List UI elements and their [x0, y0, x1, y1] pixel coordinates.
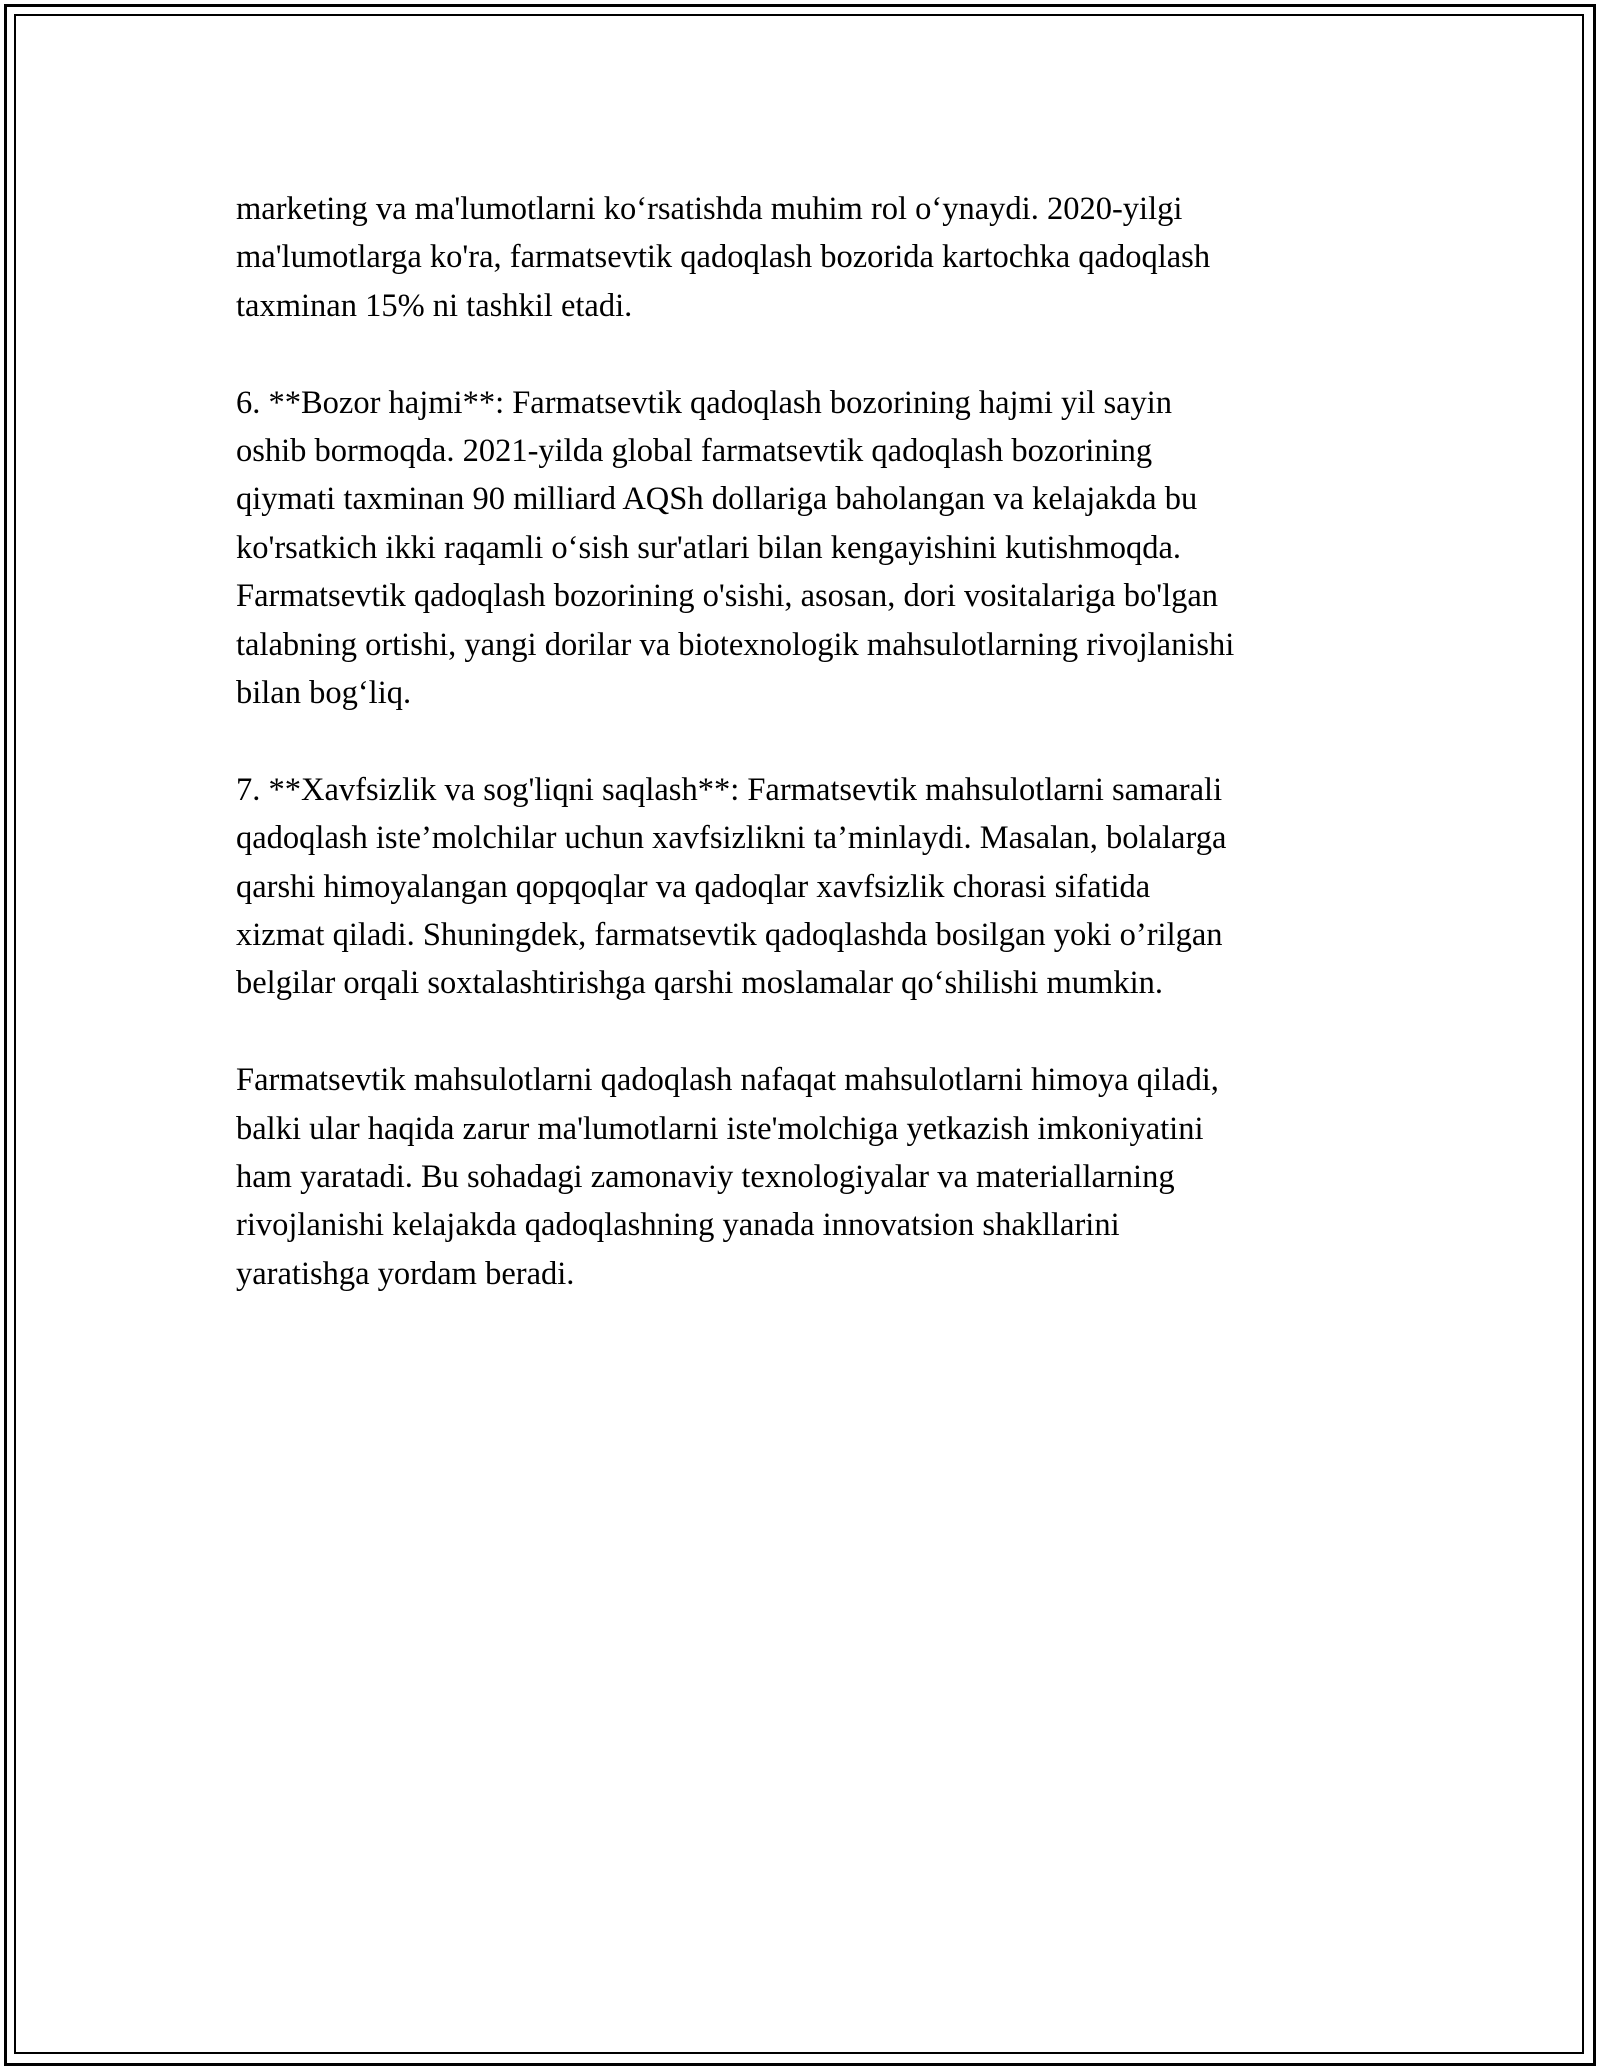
paragraph-market-size [236, 379, 1376, 718]
text-line: Farmatsevtik qadoqlash bozorining o'sishi, asosan, dori vositalariga bo'lgan [236, 578, 1219, 615]
paragraph-packaging-role [236, 185, 1376, 330]
text-line: balki ular haqida zarur ma'lumotlarni iste'molchiga yetkazish imkoniyatini [236, 1110, 1204, 1147]
text-line: Farmatsevtik mahsulotlarni qadoqlash nafaqat mahsulotlarni himoya qiladi, [236, 1062, 1219, 1099]
document-body [236, 185, 1376, 1347]
text-line: qarshi himoyalangan qopqoqlar va qadoqlar xavfsizlik chorasi sifatida [236, 868, 1151, 905]
text-line: qadoqlash iste’molchilar uchun xavfsizlikni ta’minlaydi. Masalan, bolalarga [236, 820, 1227, 857]
text-line: taxminan 15% ni tashkil etadi. [236, 287, 633, 324]
text-line: ko'rsatkich ikki raqamli o‘sish sur'atlari bilan kengayishini kutishmoqda. [236, 529, 1182, 566]
text-line: marketing va ma'lumotlarni ko‘rsatishda muhim rol o‘ynaydi. 2020-yilgi [236, 191, 1183, 227]
text-line: oshib bormoqda. 2021-yilda global farmatsevtik qadoqlash bozorining [236, 433, 1153, 470]
text-line: belgilar orqali soxtalashtirishga qarshi moslamalar qo‘shilishi mumkin. [236, 965, 1163, 1002]
paragraph-conclusion [236, 1056, 1376, 1298]
text-line: qiymati taxminan 90 milliard AQSh dollariga baholangan va kelajakda bu [236, 481, 1198, 518]
text-line: ma'lumotlarga ko'ra, farmatsevtik qadoqlash bozorida kartochka qadoqlash [236, 239, 1211, 276]
text-line: xizmat qiladi. Shuningdek, farmatsevtik qadoqlashda bosilgan yoki o’rilgan [236, 917, 1223, 954]
text-line: ham yaratadi. Bu sohadagi zamonaviy texnologiyalar va materiallarning [236, 1159, 1175, 1196]
paragraph-safety [236, 766, 1376, 1008]
text-line: 6. **Bozor hajmi**: Farmatsevtik qadoqlash bozorining hajmi yil sayin [236, 384, 1173, 421]
text-line: rivojlanishi kelajakda qadoqlashning yanada innovatsion shakllarini [236, 1207, 1120, 1244]
text-line: yaratishga yordam beradi. [236, 1255, 575, 1292]
text-line: 7. **Xavfsizlik va sog'liqni saqlash**: Farmatsevtik mahsulotlarni samarali [236, 771, 1223, 808]
text-line: talabning ortishi, yangi dorilar va biotexnologik mahsulotlarning rivojlanishi [236, 626, 1235, 663]
text-line: bilan bog‘liq. [236, 675, 412, 712]
